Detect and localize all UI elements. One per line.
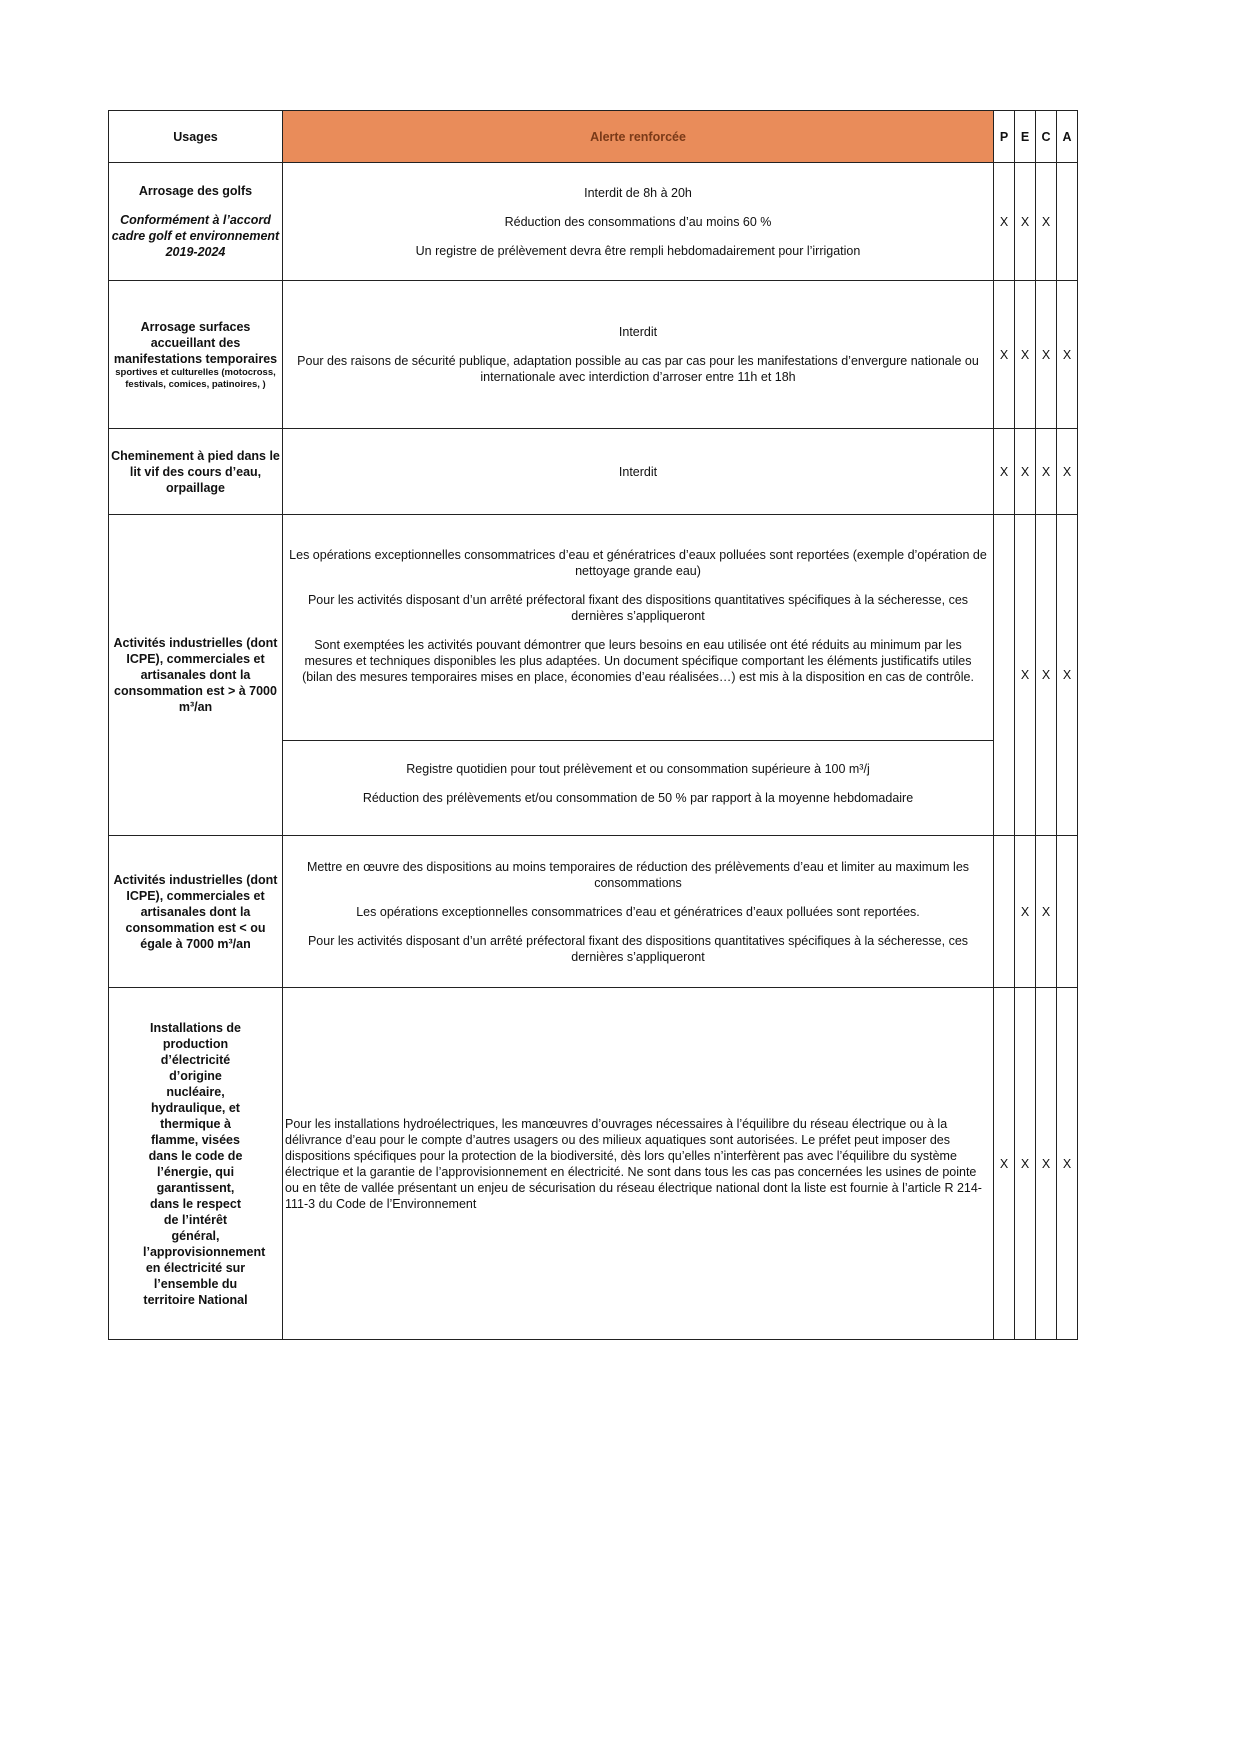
mark-p: X [994, 281, 1015, 429]
mark-a [1057, 163, 1078, 281]
mark-a: X [1057, 281, 1078, 429]
mark-a: X [1057, 988, 1078, 1340]
usage-cell [109, 281, 283, 429]
header-a: A [1057, 111, 1078, 163]
measures-cell [283, 281, 994, 429]
table-row [109, 281, 1078, 429]
mark-c: X [1036, 836, 1057, 988]
mark-e: X [1015, 281, 1036, 429]
usage-title: Arrosage surfaces accueillant des manifestations temporaires [113, 319, 278, 366]
mark-a: X [1057, 429, 1078, 515]
mark-c: X [1036, 163, 1057, 281]
measures-cell [283, 163, 994, 281]
header-alerte-renforcee: Alerte renforcée [283, 111, 994, 163]
mark-e: X [1015, 988, 1036, 1340]
usage-cell [109, 429, 283, 515]
mark-c: X [1036, 515, 1057, 836]
usage-detail: sportives et culturelles (motocross, festivals, comices, patinoires, ) [115, 366, 276, 390]
usage-cell [109, 163, 283, 281]
usage-title: Cheminement à pied dans le lit vif des cours d’eau, orpaillage [111, 448, 280, 495]
usage-cell [109, 988, 283, 1340]
measures-cell [283, 515, 994, 836]
mark-e: X [1015, 429, 1036, 515]
usage-cell [109, 836, 283, 988]
measure-text: Pour les activités disposant d’un arrêté préfectoral fixant des dispositions quantitatives spécifiques à la sécheresse, ces dernières s’appliqueront [307, 933, 969, 964]
mark-p [994, 836, 1015, 988]
measure-text: Interdit [618, 325, 658, 339]
measure-text: Sont exemptées les activités pouvant démontrer que leurs besoins en eau utilisée ont été réduits au minimum par les mesures et techniques disponibles les plus adaptées. Un document spécifique comportant les éléments justificatifs utiles (bilan des mesures temporaires mises en place, économies d’eau réalisées…) est mis à la disposition en cas de contrôle. [302, 637, 974, 684]
mark-e: X [1015, 836, 1036, 988]
measure-text: Mettre en œuvre des dispositions au moins temporaires de réduction des prélèvements d’eau et limiter au maximum les consommations [306, 859, 970, 890]
measure-text: Un registre de prélèvement devra être rempli hebdomadairement pour l’irrigation [415, 243, 861, 258]
usage-title: Activités industrielles (dont ICPE), commerciales et artisanales dont la consommation est < ou égale à 7000 m³/an [113, 872, 278, 951]
mark-p: X [994, 988, 1015, 1340]
measure-text: Réduction des prélèvements et/ou consommation de 50 % par rapport à la moyenne hebdomadaire [362, 790, 914, 805]
table-row [109, 515, 1078, 836]
usage-note: Conformément à l’accord cadre golf et environnement 2019-2024 [111, 213, 280, 259]
mark-c: X [1036, 429, 1057, 515]
mark-a: X [1057, 515, 1078, 836]
measure-text: Interdit de 8h à 20h [584, 185, 692, 200]
measure-text: Les opérations exceptionnelles consommatrices d’eau et génératrices d’eaux polluées sont reportées. [356, 904, 920, 919]
header-row [109, 111, 1078, 163]
measures-top [283, 545, 993, 741]
measures-bottom [283, 741, 993, 806]
mark-p: X [994, 429, 1015, 515]
measures-cell [283, 429, 994, 515]
header-p: P [994, 111, 1015, 163]
measures-cell [283, 988, 994, 1340]
header-e: E [1015, 111, 1036, 163]
mark-a [1057, 836, 1078, 988]
measure-text: Réduction des consommations d’au moins 60 % [504, 214, 772, 229]
mark-p [994, 515, 1015, 836]
usage-title: Arrosage des golfs [138, 184, 253, 198]
usage-title: Activités industrielles (dont ICPE), commerciales et artisanales dont la consommation est > à 7000 m³/an [113, 636, 278, 714]
measures-cell [283, 836, 994, 988]
usage-cell [109, 515, 283, 836]
measure-text: Pour les activités disposant d’un arrêté préfectoral fixant des dispositions quantitatives spécifiques à la sécheresse, ces dernières s’appliqueront [307, 592, 969, 623]
mark-c: X [1036, 281, 1057, 429]
header-usages: Usages [109, 111, 283, 163]
mark-c: X [1036, 988, 1057, 1340]
table-row [109, 163, 1078, 281]
mark-p: X [994, 163, 1015, 281]
restrictions-table [108, 110, 1078, 1340]
measure-text: Les opérations exceptionnelles consommatrices d’eau et génératrices d’eaux polluées sont reportées (exemple d’opération de nettoyage grande eau) [289, 547, 987, 578]
usage-title: Installations de production d’électricité d’origine nucléaire, hydraulique, et thermique à flamme, visées dans le code de l’énergie, qui garantissent, dans le respect de l’intérêt général, l’approvisionnement en électricité sur l’ensemble du territoire National [143, 1020, 266, 1307]
mark-e: X [1015, 163, 1036, 281]
mark-e: X [1015, 515, 1036, 836]
measure-text: Pour les installations hydroélectriques, les manœuvres d’ouvrages nécessaires à l’équilibre du réseau électrique ou à la délivrance d’eau pour le compte d’autres usagers ou des milieux aquatiques sont autorisées. Le préfet peut imposer des dispositions spécifiques pour la protection de la biodiversité, dès lors qu’elles n’interfèrent pas avec l’équilibre du système électrique et la garantie de l’approvisionnement en électricité. Ne sont dans tous les cas pas concernées les usines de pointe ou en tête de vallée présentant un enjeu de sécurisation du réseau électrique national dont la liste est fournie à l’article R 214-111-3 du Code de l’Environnement [285, 1116, 982, 1211]
measure-text: Interdit [618, 464, 658, 479]
table-row [109, 988, 1078, 1340]
table-row [109, 836, 1078, 988]
measure-text: Registre quotidien pour tout prélèvement et ou consommation supérieure à 100 m³/j [406, 761, 870, 776]
header-c: C [1036, 111, 1057, 163]
table-row [109, 429, 1078, 515]
measure-text: Pour des raisons de sécurité publique, adaptation possible au cas par cas pour les manifestations d’envergure nationale ou internationale avec interdiction d’arroser entre 11h et 18h [297, 354, 979, 384]
